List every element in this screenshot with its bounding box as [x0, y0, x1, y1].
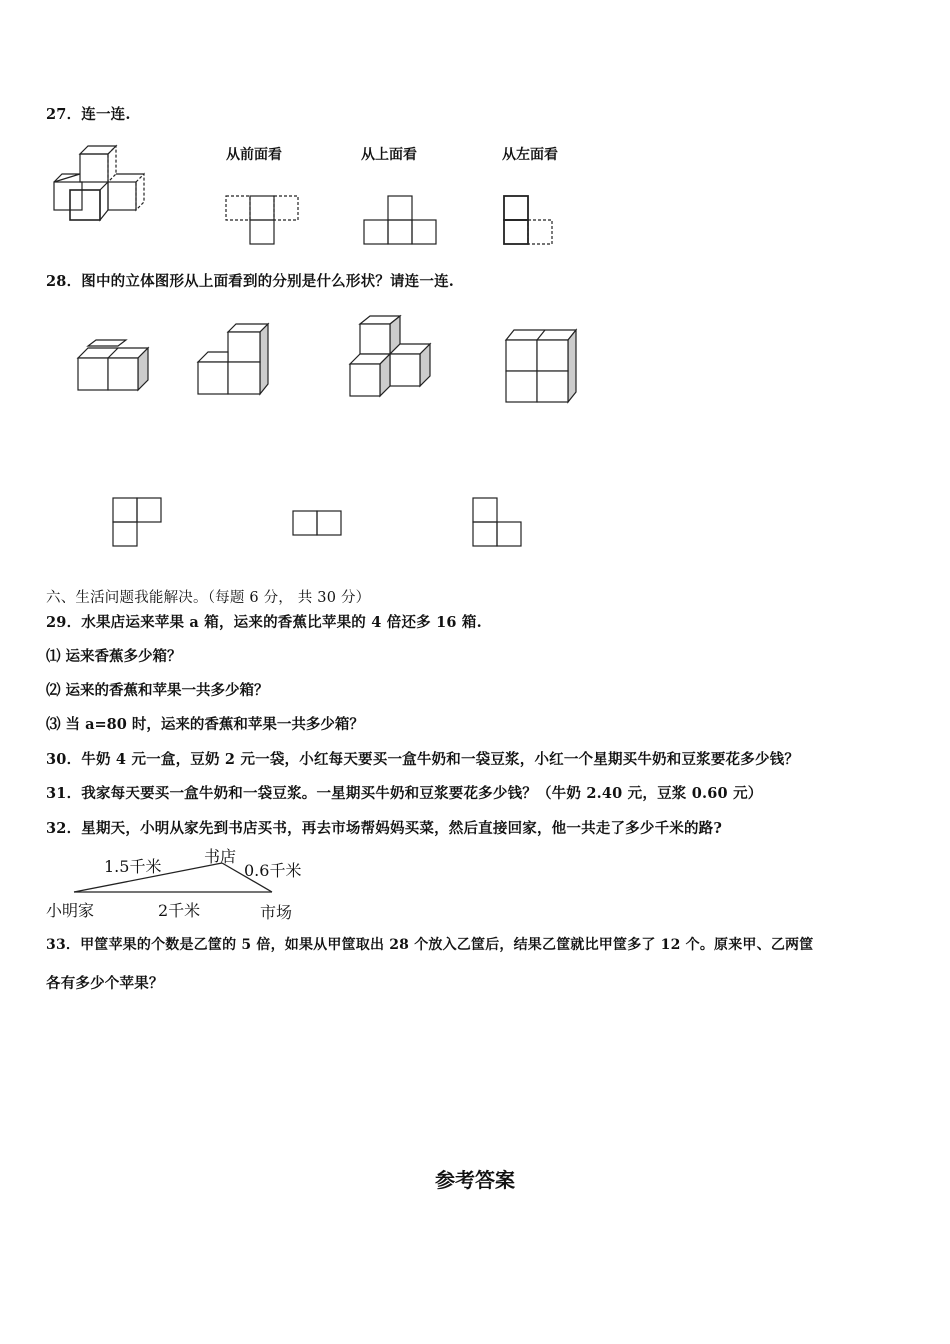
q27-solid-figure	[52, 144, 152, 222]
view-label-left: 从左面看	[502, 147, 558, 163]
q28-solid-4	[504, 328, 580, 404]
view-label-top: 从上面看	[361, 147, 417, 163]
q31-text: 31．我家每天要买一盒牛奶和一袋豆浆。一星期买牛奶和豆浆要花多少钱？（牛奶 2.40 元，豆浆 0.60 元）	[46, 785, 763, 802]
q29-part-2: ⑵ 运来的香蕉和苹果一共多少箱？	[46, 682, 269, 699]
map-label-market: 市场	[260, 903, 293, 922]
map-label-bookstore: 书店	[204, 847, 237, 866]
q28-solid-1	[76, 338, 152, 392]
answers-title: 参考答案	[435, 1168, 515, 1192]
q28-shape-l	[111, 496, 163, 548]
map-label-bookstore-market: 0.6千米	[244, 861, 302, 880]
q27-text: 27．连一连.	[46, 106, 131, 123]
q27-left-view	[502, 194, 558, 246]
section6-title: 六、生活问题我能解决。（每题 6 分， 共 30 分）	[46, 590, 371, 606]
q28-shape-row	[291, 509, 343, 537]
q32-route-map	[44, 842, 324, 922]
q28-text: 28．图中的立体图形从上面看到的分别是什么形状？请连一连.	[46, 273, 455, 290]
q29-part-1: ⑴ 运来香蕉多少箱？	[46, 648, 182, 665]
view-label-front: 从前面看	[226, 147, 282, 163]
q30-text: 30．牛奶 4 元一盒，豆奶 2 元一袋，小红每天要买一盒牛奶和一袋豆浆，小红一个星期买牛奶和豆浆要花多少钱？	[46, 751, 800, 768]
map-label-home-market: 2千米	[158, 901, 201, 920]
q29-text: 29．水果店运来苹果 a 箱，运来的香蕉比苹果的 4 倍还多 16 箱.	[46, 614, 482, 631]
map-label-home: 小明家	[46, 901, 95, 920]
q28-solid-3	[348, 314, 434, 398]
q27-front-view	[224, 194, 304, 246]
q27-top-view	[362, 194, 442, 246]
q33-text-line2: 各有多少个苹果？	[46, 975, 164, 992]
q28-solid-2	[196, 322, 276, 396]
map-label-home-bookstore: 1.5千米	[104, 857, 162, 876]
q33-text-line1: 33．甲筐苹果的个数是乙筐的 5 倍，如果从甲筐取出 28 个放入乙筐后，结果乙筐就比甲筐多了 12 个。原来甲、乙两筐	[46, 937, 814, 953]
q28-shape-corner	[471, 496, 523, 548]
q32-text: 32．星期天，小明从家先到书店买书，再去市场帮妈妈买菜，然后直接回家，他一共走了多少千米的路?	[46, 820, 723, 837]
q29-part-3: ⑶ 当 a=80 时，运来的香蕉和苹果一共多少箱？	[46, 716, 364, 733]
